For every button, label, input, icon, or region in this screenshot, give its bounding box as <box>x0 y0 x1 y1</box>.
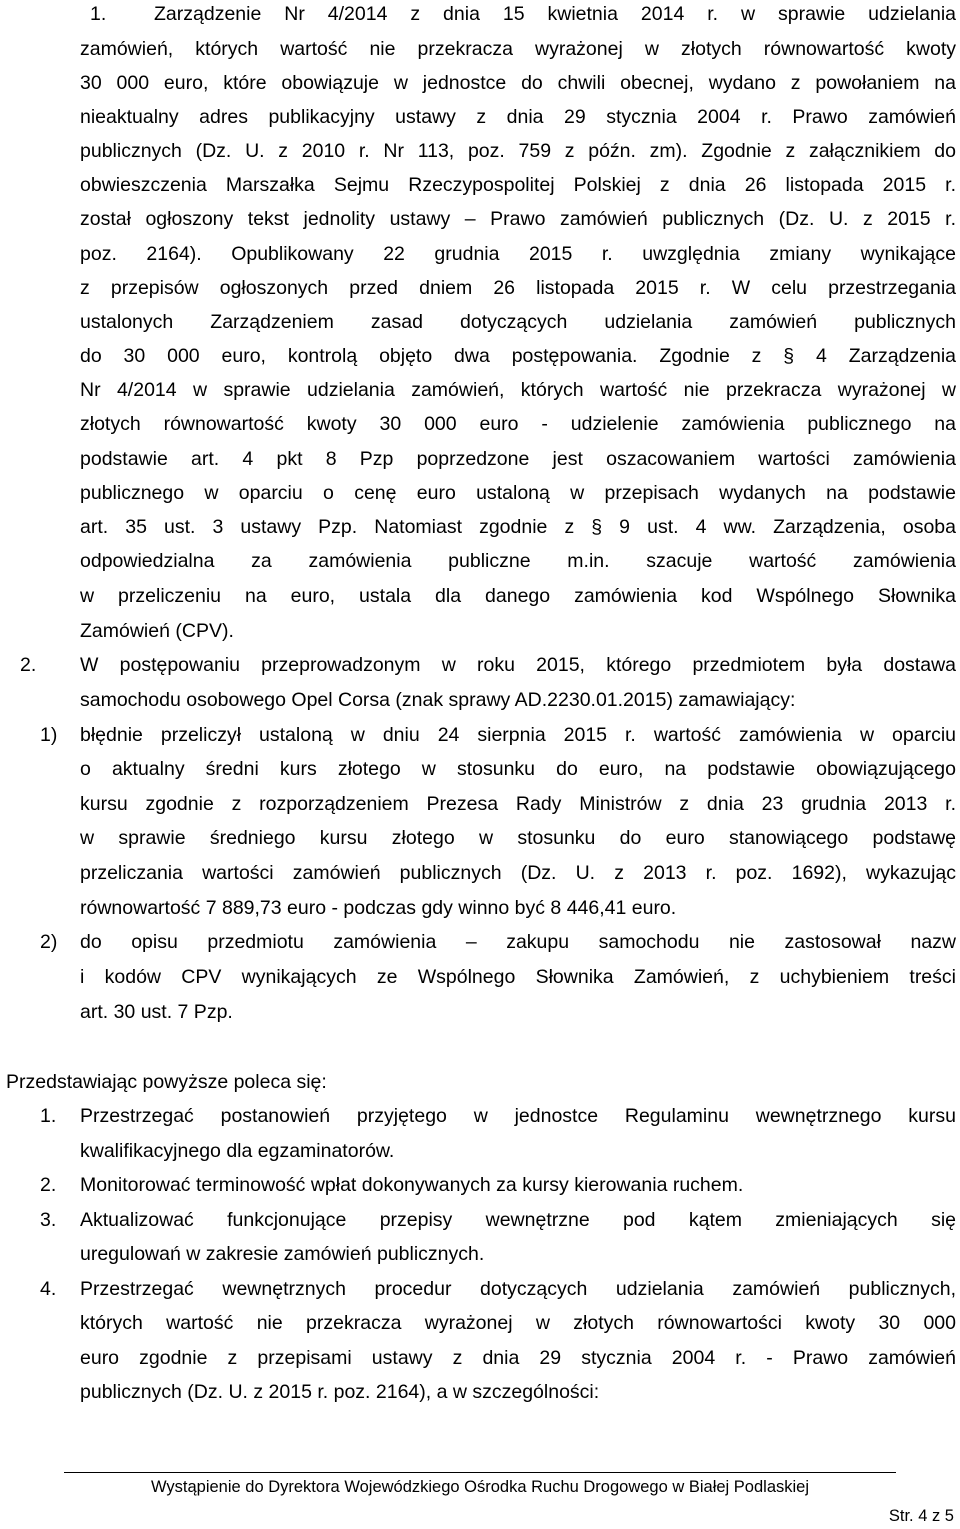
section-1-line: Zarządzenie Nr 4/2014 z dnia 15 kwietnia 2014 r. w sprawie udzielania <box>154 3 956 25</box>
recommendation-1-number: 1. <box>40 1105 57 1127</box>
section-1-line: publicznych (Dz. U. z 2010 r. Nr 113, poz. 759 z późn. zm). Zgodnie z załącznikiem do <box>80 140 956 162</box>
section-1-line: obwieszczenia Marszałka Sejmu Rzeczypospolitej Polskiej z dnia 26 listopada 2015 r. <box>80 174 956 196</box>
recommendation-4-line: publicznych (Dz. U. z 2015 r. poz. 2164), a w szczególności: <box>80 1381 600 1403</box>
section-1-line: odpowiedzialna za zamówienia publiczne m.in. szacuje wartość zamówienia <box>80 550 956 572</box>
section-1-number: 1. <box>90 3 107 25</box>
recommendation-4-line: których wartość nie przekracza wyrażonej w złotych równowartości kwoty 30 000 <box>80 1312 956 1334</box>
section-1-line: złotych równowartość kwoty 30 000 euro - udzielenie zamówienia publicznego na <box>80 413 956 435</box>
section-2-item-1-number: 1) <box>40 724 58 746</box>
section-2-item-1-line: kursu zgodnie z rozporządzeniem Prezesa Rady Ministrów z dnia 23 grudnia 2013 r. <box>80 793 956 815</box>
section-1-line: zamówień, których wartość nie przekracza wyrażonej w złotych równowartość kwoty <box>80 38 956 60</box>
section-2-item-2-line: do opisu przedmiotu zamówienia – zakupu samochodu nie zastosował nazw <box>80 931 956 953</box>
section-2-line: W postępowaniu przeprowadzonym w roku 2015, którego przedmiotem była dostawa <box>80 654 956 676</box>
section-2-item-1-line: błędnie przeliczył ustaloną w dniu 24 sierpnia 2015 r. wartość zamówienia w oparciu <box>80 724 956 746</box>
section-2-item-1-line: równowartość 7 889,73 euro - podczas gdy winno być 8 446,41 euro. <box>80 897 677 919</box>
recommendation-4-number: 4. <box>40 1278 57 1300</box>
section-2-item-1-line: w sprawie średniego kursu złotego w stosunku do euro stanowiącego podstawę <box>80 827 956 849</box>
recommendation-4-line: euro zgodnie z przepisami ustawy z dnia 29 stycznia 2004 r. - Prawo zamówień <box>80 1347 956 1369</box>
section-2-item-1-line: przeliczania wartości zamówień publicznych (Dz. U. z 2013 r. poz. 1692), wykazując <box>80 862 956 884</box>
section-1-line: został ogłoszony tekst jednolity ustawy – Prawo zamówień publicznych (Dz. U. z 2015 r. <box>80 208 956 230</box>
section-1-line: Zamówień (CPV). <box>80 620 234 642</box>
recommendation-2-number: 2. <box>40 1174 57 1196</box>
footer-text: Wystąpienie do Dyrektora Wojewódzkiego Ośrodka Ruchu Drogowego w Białej Podlaskiej <box>150 1478 810 1496</box>
section-1-line: do 30 000 euro, kontrolą objęto dwa postępowania. Zgodnie z § 4 Zarządzenia <box>80 345 956 367</box>
page-number: Str. 4 z 5 <box>888 1507 954 1525</box>
section-2-item-1-line: o aktualny średni kurs złotego w stosunku do euro, na podstawie obowiązującego <box>80 758 956 780</box>
recommendation-4-line: Przestrzegać wewnętrznych procedur dotyczących udzielania zamówień publicznych, <box>80 1278 956 1300</box>
section-2-item-2-line: art. 30 ust. 7 Pzp. <box>80 1001 233 1023</box>
recommendation-3-line: uregulowań w zakresie zamówień publicznych. <box>80 1243 485 1265</box>
section-1-line: publicznego w oparciu o cenę euro ustaloną w przepisach wydanych na podstawie <box>80 482 956 504</box>
recommendations-intro: Przedstawiając powyższe poleca się: <box>6 1071 327 1093</box>
section-1-line: Nr 4/2014 w sprawie udzielania zamówień, których wartość nie przekracza wyrażonej w <box>80 379 956 401</box>
section-1-line: ustalonych Zarządzeniem zasad dotyczących udzielania zamówień publicznych <box>80 311 956 333</box>
section-1-line: 30 000 euro, które obowiązuje w jednostce do chwili obecnej, wydano z powołaniem na <box>80 72 956 94</box>
section-2-line: samochodu osobowego Opel Corsa (znak sprawy AD.2230.01.2015) zamawiający: <box>80 689 796 711</box>
recommendation-1-line: kwalifikacyjnego dla egzaminatorów. <box>80 1140 395 1162</box>
recommendation-1-line: Przestrzegać postanowień przyjętego w jednostce Regulaminu wewnętrznego kursu <box>80 1105 956 1127</box>
section-1-line: nieaktualny adres publikacyjny ustawy z dnia 29 stycznia 2004 r. Prawo zamówień <box>80 106 956 128</box>
recommendation-3-line: Aktualizować funkcjonujące przepisy wewnętrzne pod kątem zmieniających się <box>80 1209 956 1231</box>
section-2-item-2-line: i kodów CPV wynikających ze Wspólnego Słownika Zamówień, z uchybieniem treści <box>80 966 956 988</box>
section-1-line: podstawie art. 4 pkt 8 Pzp poprzedzone jest oszacowaniem wartości zamówienia <box>80 448 956 470</box>
footer-divider <box>64 1472 896 1473</box>
section-2-number: 2. <box>20 654 37 676</box>
section-2-item-2-number: 2) <box>40 931 58 953</box>
section-1-line: art. 35 ust. 3 ustawy Pzp. Natomiast zgodnie z § 9 ust. 4 ww. Zarządzenia, osoba <box>80 516 956 538</box>
section-1-line: w przeliczeniu na euro, ustala dla danego zamówienia kod Wspólnego Słownika <box>80 585 956 607</box>
recommendation-2-line: Monitorować terminowość wpłat dokonywanych za kursy kierowania ruchem. <box>80 1174 744 1196</box>
recommendation-3-number: 3. <box>40 1209 57 1231</box>
section-1-line: z przepisów ogłoszonych przed dniem 26 listopada 2015 r. W celu przestrzegania <box>80 277 956 299</box>
section-1-line: poz. 2164). Opublikowany 22 grudnia 2015 r. uwzględnia zmiany wynikające <box>80 243 956 265</box>
